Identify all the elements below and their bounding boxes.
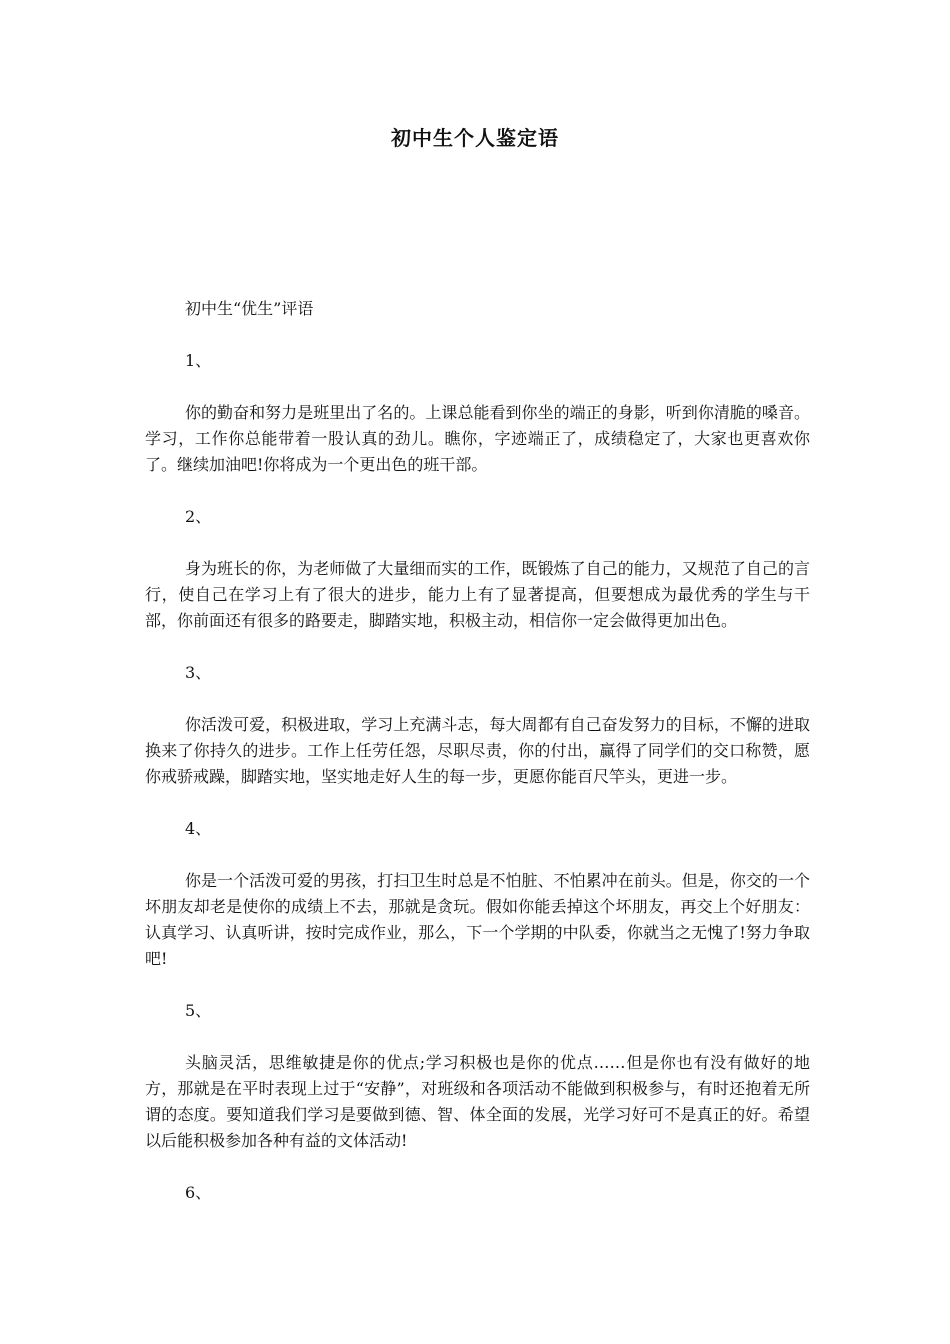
item-number-2: 2、 <box>185 507 212 526</box>
item-text-4: 你是一个活泼可爱的男孩，打扫卫生时总是不怕脏、不怕累冲在前头。但是，你交的一个坏朋友却老是使你的成绩上不去，那就是贪玩。假如你能丢掉这个坏朋友，再交上个好朋友：认真学习、认真听讲，按时完成作业，那么，下一个学期的中队委，你就当之无愧了!努力争取吧! <box>145 871 810 968</box>
document-body <box>145 296 810 1232</box>
section-heading: 初中生“优生”评语 <box>185 299 314 318</box>
item-number-5: 5、 <box>185 1001 212 1020</box>
item-text-5: 头脑灵活，思维敏捷是你的优点;学习积极也是你的优点……但是你也有没有做好的地方，那就是在平时表现上过于“安静”，对班级和各项活动不能做到积极参与，有时还抱着无所谓的态度。要知道我们学习是要做到德、智、体全面的发展，光学习好可不是真正的好。希望以后能积极参加各种有益的文体活动! <box>145 1053 810 1150</box>
item-number-1: 1、 <box>185 351 212 370</box>
item-number-3: 3、 <box>185 663 212 682</box>
item-text-2: 身为班长的你，为老师做了大量细而实的工作，既锻炼了自己的能力，又规范了自己的言行，使自己在学习上有了很大的进步，能力上有了显著提高，但要想成为最优秀的学生与干部，你前面还有很多的路要走，脚踏实地，积极主动，相信你一定会做得更加出色。 <box>145 559 810 630</box>
item-number-6: 6、 <box>185 1183 212 1202</box>
item-number-4: 4、 <box>185 819 212 838</box>
item-text-3: 你活泼可爱，积极进取，学习上充满斗志，每大周都有自己奋发努力的目标，不懈的进取换来了你持久的进步。工作上任劳任怨，尽职尽责，你的付出，赢得了同学们的交口称赞，愿你戒骄戒躁，脚踏实地，坚实地走好人生的每一步，更愿你能百尺竿头，更进一步。 <box>145 715 810 786</box>
document-title: 初中生个人鉴定语 <box>391 126 559 150</box>
item-text-1: 你的勤奋和努力是班里出了名的。上课总能看到你坐的端正的身影，听到你清脆的嗓音。学习，工作你总能带着一股认真的劲儿。瞧你，字迹端正了，成绩稳定了，大家也更喜欢你了。继续加油吧!你将成为一个更出色的班干部。 <box>145 403 810 474</box>
